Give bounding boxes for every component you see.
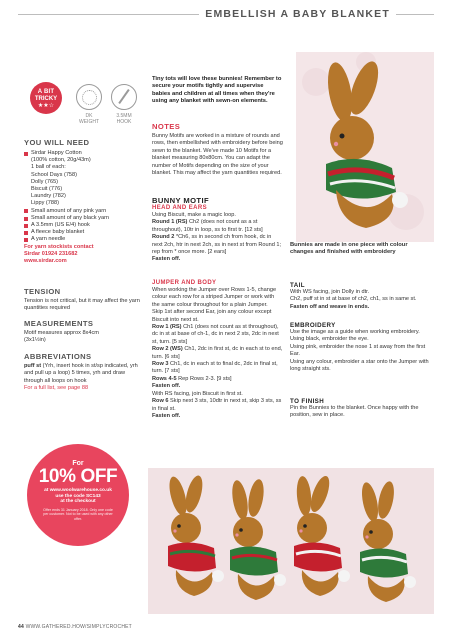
embroidery-line-1: Use the image as a guide when working embroidery. <box>290 329 420 335</box>
page-number: 44 <box>18 624 24 630</box>
bunny-round-1 <box>152 219 283 234</box>
jumper-row-1-label: Row 1 (RS) <box>152 324 182 331</box>
page-footer <box>18 624 132 630</box>
jumper-heading: JUMPER AND BODY <box>152 280 217 286</box>
tension-text: Tension is not critical, but it may affect the yarn quantities required <box>24 298 140 312</box>
material-item-text: Small amount of any pink yarn <box>31 207 107 214</box>
hook-caption-1: 3.5MM <box>116 113 132 119</box>
material-item <box>24 208 144 215</box>
jumper-fasten-off-2-text: Fasten off. <box>152 412 181 419</box>
jumper-rows-4-5 <box>152 376 283 383</box>
intro-block <box>152 76 283 106</box>
material-item-text: (100% cotton, 20g/43m) <box>31 157 91 164</box>
material-item <box>24 157 144 164</box>
you-will-need-section <box>24 138 144 266</box>
to-finish-text: Pin the Bunnies to the blanket. Once happy with the position, sew in place. <box>290 405 419 419</box>
jumper-fasten-off-1 <box>152 383 283 390</box>
bullet-square-icon <box>24 217 28 221</box>
you-will-need-heading: YOU WILL NEED <box>24 138 90 147</box>
yarn-weight-caption-1: DK <box>85 113 93 119</box>
offer-fine-print: Offer ends 31 January 2018. Only one code per customer. Not to be used with any other offer. <box>43 507 113 521</box>
jumper-line-3: With RS facing, join Biscuit in first st. <box>152 390 243 397</box>
bunny-fasten-off-text: Fasten off. <box>152 256 181 263</box>
yarn-weight-caption-2: WEIGHT <box>79 119 99 125</box>
measurements-text-2: (3x1½in) <box>24 337 46 344</box>
jumper-line-2: Skip 1st after second Ear, join any colour except Biscuit into next st. <box>152 309 272 323</box>
to-finish-section <box>290 398 432 420</box>
embroidery-heading: EMBROIDERY <box>290 322 336 329</box>
jumper-fasten-off-2 <box>152 413 283 420</box>
skill-line-2: TRICKY <box>34 96 58 102</box>
material-item-text: Laundry (782) <box>31 193 66 200</box>
jumper-row-3 <box>152 361 283 376</box>
jumper-row-2-text: Ch1, 2dc in first st, dc in each st to end, turn. [6 sts] <box>152 346 283 360</box>
offer-details <box>27 486 129 505</box>
material-item <box>24 150 144 157</box>
jumper-row-1 <box>152 324 283 346</box>
material-item <box>24 172 144 179</box>
material-item-text: Small amount of any black yarn <box>31 214 110 221</box>
tail-line-3: Fasten off and weave in ends. <box>290 303 370 310</box>
bunny-photo-top <box>296 52 434 242</box>
offer-amount: 10% OFF <box>38 466 118 487</box>
notes-section <box>152 122 283 177</box>
material-item <box>24 186 144 193</box>
measurements-text-1: Motif measures approx 8x4cm <box>24 330 99 336</box>
offer-line-2: use the code SC143 <box>55 493 101 499</box>
abbreviation-text: (Yrh, insert hook in st/sp indicated, yrh and pull up a loop) 5 times, yrh and draw through all loops on hook <box>24 363 138 384</box>
jumper-row-6-label: Row 6 <box>152 398 169 405</box>
material-item <box>24 164 144 171</box>
bunny-motif-heading: BUNNY MOTIF <box>152 196 209 205</box>
material-item-text: Sirdar Happy Cotton <box>31 150 82 156</box>
jumper-row-3-label: Row 3 <box>152 361 169 368</box>
material-item <box>24 200 144 207</box>
embroidery-line-2: Using black, embroider the eye. <box>290 336 369 343</box>
tail-line-1: With WS facing, join Dolly in dtr. <box>290 289 370 295</box>
tail-section <box>290 282 432 311</box>
notes-heading: NOTES <box>152 122 181 131</box>
jumper-row-2 <box>152 346 283 361</box>
material-item <box>24 229 144 236</box>
bunny-line-1: Using Biscuit, make a magic loop. <box>152 212 236 218</box>
material-item-text: Lippy (788) <box>31 200 59 207</box>
hook-caption <box>104 113 144 125</box>
bunny-round-2-text: *Ch6, ss in second ch from hook, dc in next 2ch, htr in next 2ch, ss in next st from Round 1; rep from * once more. [2 ears] <box>152 234 282 256</box>
bunny-illustration-bottom <box>148 468 434 614</box>
tension-heading: TENSION <box>24 287 61 296</box>
bullet-square-icon <box>24 238 28 242</box>
bullet-square-icon <box>24 209 28 213</box>
abbreviations-more-link[interactable]: For a full list, see page 88 <box>24 385 89 392</box>
abbreviations-section <box>24 352 144 393</box>
intro-text: Tiny tots will love these bunnies! Remember to secure your motifs tightly and supervise babies and children at all times when they're using any blanket with sewn-on elements. <box>152 76 282 105</box>
jumper-fasten-off-1-text: Fasten off. <box>152 383 181 390</box>
bunny-fasten-off <box>152 256 283 263</box>
jumper-row-6-text: Skip next 3 sts, 10dtr in next st, skip 3 sts, ss in final st. <box>152 398 282 412</box>
stockists-link[interactable]: www.sirdar.com <box>24 258 67 265</box>
abbreviation-entry <box>24 363 144 385</box>
photo-caption: Bunnies are made in one piece with colour changes and finished with embroidery <box>290 242 408 256</box>
jumper-line-1: When working the Jumper over Rows 1-5, change colour each row for a striped Jumper or work with the same colour throughout for a plain Jumper. <box>152 287 277 308</box>
material-item-text: Biscuit (776) <box>31 186 63 193</box>
tail-heading: TAIL <box>290 282 305 289</box>
skill-stars: ★★☆ <box>37 103 55 109</box>
to-finish-heading: TO FINISH <box>290 398 325 405</box>
material-item-text: Dolly (765) <box>31 178 59 185</box>
embroidery-line-3: Using pink, embroider the nose 1 st away from the first Ear. <box>290 343 426 358</box>
jumper-rows-4-5-text: Rep Rows 2-3. [9 sts] <box>178 375 232 382</box>
jumper-row-1-text: Ch1 (does not count as st throughout), dc in st at base of ch-1, dc in next 2 sts, 2dc in next st, turn. [5 sts] <box>152 324 279 345</box>
bullet-square-icon <box>24 231 28 235</box>
bunny-illustration-top <box>296 52 434 242</box>
jumper-row-3-text: Ch1, dc in each st to final dc, 2dc in final st, turn. [7 sts] <box>152 361 278 375</box>
embroidery-section <box>290 322 432 373</box>
bunny-round-1-label: Round 1 (RS) <box>152 219 188 226</box>
jumper-section <box>152 280 283 420</box>
tail-line-2: Ch2, puff st in st at base of ch2, ch1, ss in same st. <box>290 296 417 303</box>
yarn-weight-caption <box>69 113 109 125</box>
offer-line-3: at the checkout <box>60 499 96 505</box>
stockists-line-1: For yarn stockists contact <box>24 243 94 250</box>
skill-level-badge <box>30 82 62 114</box>
skill-line-1: A BIT <box>37 89 55 95</box>
jumper-rows-4-5-label: Rows 4-5 <box>152 375 177 382</box>
jumper-row-6 <box>152 398 283 413</box>
footer-url[interactable]: WWW.GATHERED.HOW/SIMPLYCROCHET <box>25 624 132 630</box>
bullet-square-icon <box>24 224 28 228</box>
bunny-motif-section <box>152 196 283 264</box>
tension-section <box>24 287 144 313</box>
hook-icon <box>111 84 137 110</box>
stockists-line-2: Sirdar 01924 231682 <box>24 251 78 258</box>
material-item-text: A yarn needle <box>31 236 66 243</box>
materials-list <box>24 150 144 244</box>
bunny-round-1-text: Ch2 (does not count as a st throughout), 10tr in loop, ss to first tr. [12 sts] <box>152 219 263 233</box>
bunny-photo-bottom <box>148 468 434 614</box>
material-item-text: School Days (758) <box>31 171 78 178</box>
material-item <box>24 215 144 222</box>
material-item-text: 1 ball of each: <box>31 164 66 171</box>
abbreviations-heading: ABBREVIATIONS <box>24 352 92 361</box>
material-item <box>24 222 144 229</box>
head-ears-subheading: HEAD AND EARS <box>152 205 207 211</box>
jumper-row-2-label: Row 2 (WS) <box>152 346 183 353</box>
abbreviation-term: puff st <box>24 363 42 369</box>
material-item-text: A 3.5mm (US E/4) hook <box>31 222 90 229</box>
material-item-text: A fleece baby blanket <box>31 229 85 236</box>
bullet-square-icon <box>24 152 28 156</box>
discount-offer-badge[interactable] <box>27 444 129 546</box>
measurements-section <box>24 319 144 345</box>
material-item <box>24 179 144 186</box>
bunny-round-2 <box>152 234 283 256</box>
offer-for: For <box>72 460 84 467</box>
material-item <box>24 193 144 200</box>
hook-caption-2: HOOK <box>116 119 132 125</box>
material-item <box>24 236 144 243</box>
offer-line-1: at www.woolwarehouse.co.uk <box>44 488 112 493</box>
measurements-heading: MEASUREMENTS <box>24 319 94 328</box>
notes-text: Bunny Motifs are worked in a mixture of rounds and rows, then embellished with embroidery before being sewn to the blanket. We've made 10 Motifs for a blanket measuring 80x80cm. You can adapt the number of Motifs depending on the size of your blanket. This may affect the yarn quantities required. <box>152 133 283 177</box>
yarn-weight-icon <box>76 84 102 110</box>
bunny-round-2-label: Round 2 <box>152 234 175 241</box>
embroidery-line-4: Using any colour, embroider a star onto the Jumper with long straight sts. <box>290 358 429 373</box>
page-title: EMBELLISH A BABY BLANKET <box>199 8 396 20</box>
